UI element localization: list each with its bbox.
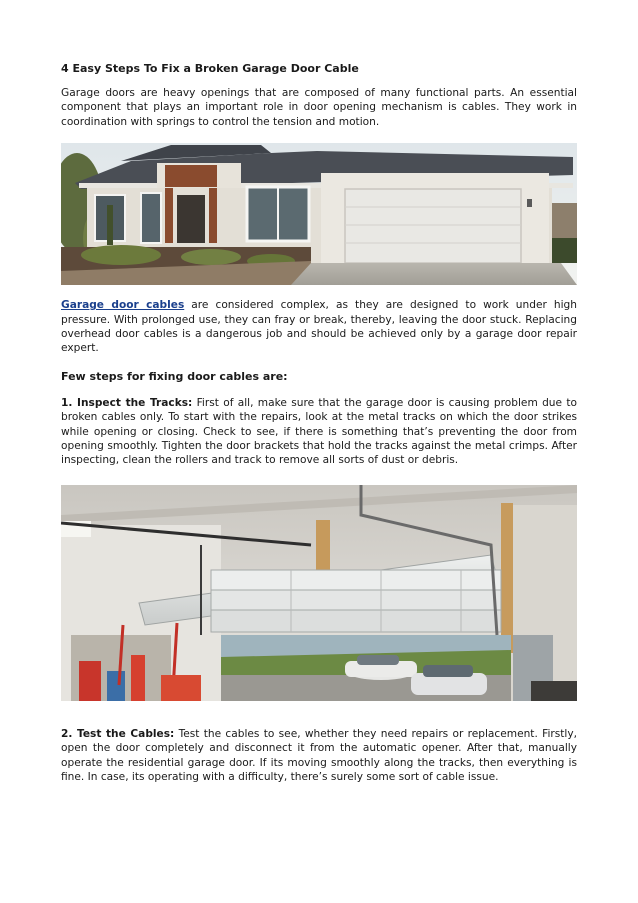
cables-paragraph-text: are considered complex, as they are designed to work under high pressure. With prolonged use, they can fray or break, thereby, leaving the door stuck. Replacing overhead door cables is a dangerous job and should be achieved only by a garage door repair expert. bbox=[61, 299, 577, 355]
house-illustration bbox=[61, 143, 577, 285]
step1-label: 1. Inspect the Tracks: bbox=[61, 396, 193, 409]
garage-door-cables-link[interactable]: Garage door cables bbox=[61, 299, 185, 312]
document-title: 4 Easy Steps To Fix a Broken Garage Door Cable bbox=[61, 62, 359, 75]
house-garage-photo bbox=[61, 143, 577, 285]
step1-text: First of all, make sure that the garage door is causing problem due to broken cables only. To start with the repairs, look at the metal tracks on which the door strikes while opening or closing. Check to see, if there is something that’s preventing the door from opening smoothly. Tighten the door brackets that hold the tracks against the metal crimps. After inspecting, clean the rollers and track to remove all sorts of dust or debris. bbox=[61, 396, 577, 467]
garage-interior-photo bbox=[61, 485, 577, 701]
step1-paragraph bbox=[61, 396, 577, 468]
step2-text: Test the cables to see, whether they need repairs or replacement. Firstly, open the door completely and disconnect it from the automatic opener. After that, manually operate the residential garage door. If its moving smoothly along the tracks, then everything is fine. In case, its operating with a difficulty, there’s surely some sort of cable issue. bbox=[61, 727, 577, 784]
step2-paragraph bbox=[61, 727, 577, 785]
document-body bbox=[61, 62, 577, 785]
step2-label: 2. Test the Cables: bbox=[61, 727, 175, 740]
steps-subheading: Few steps for fixing door cables are: bbox=[61, 369, 288, 383]
garage-interior-illustration bbox=[61, 485, 577, 701]
intro-paragraph: Garage doors are heavy openings that are composed of many functional parts. An essential component that plays an important role in door opening mechanism is cables. They work in coordination with springs to control the tension and motion. bbox=[61, 87, 577, 128]
cables-paragraph bbox=[61, 298, 577, 356]
